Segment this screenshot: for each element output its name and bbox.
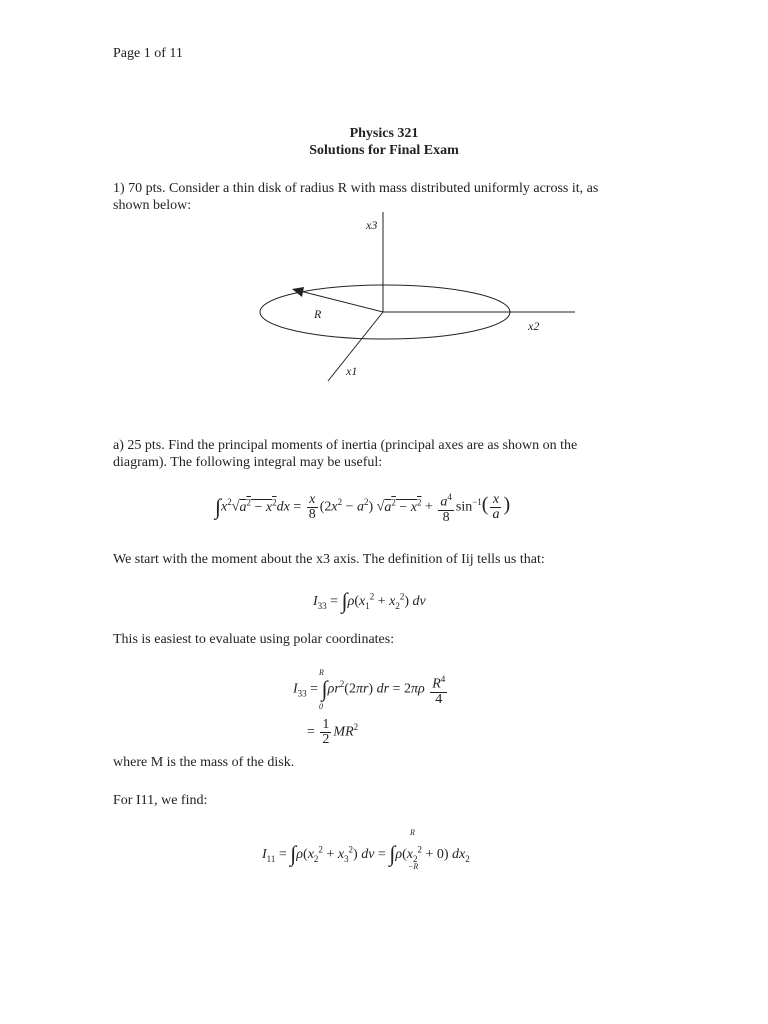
document-subtitle: Solutions for Final Exam	[309, 143, 459, 158]
i33-polar: $I_{33} = \int\rho r^2(2\pi r)$ dr = 2πρ $\frac{R^4}{4}$ R 0	[293, 668, 446, 711]
i11-formula: $I_{11} = \int\rho(x_2^2 + x_3^2)$ dv = $\int\rho(x_2^2 + 0)$ $dx_2$ R −R	[262, 828, 470, 871]
label-R: R	[314, 307, 322, 321]
label-x3: x3	[366, 218, 378, 232]
document-title: Physics 321	[349, 126, 419, 141]
part-a-text: a) 25 pts. Find the principal moments of inertia (principal axes are as shown on the diagram). The following integral may be useful:	[113, 438, 578, 470]
mass-text: where M is the mass of the disk.	[113, 755, 295, 770]
label-x1: x1	[346, 364, 358, 378]
disk-diagram	[240, 205, 580, 385]
x3-axis-text: We start with the moment about the x3 axis. The definition of Iij tells us that:	[113, 552, 545, 567]
problem-1-text: 1) 70 pts. Consider a thin disk of radius R with mass distributed uniformly across it, as shown below:	[113, 181, 599, 213]
i33-result: = $\frac{1}{2}$ $MR^2$	[307, 717, 359, 747]
i11-text: For I11, we find:	[113, 793, 208, 808]
radius-arrowhead	[292, 287, 304, 297]
polar-text: This is easiest to evaluate using polar coordinates:	[113, 632, 395, 647]
integral-formula: $\int x^2√a^2 - x^2dx$ = $\frac{x}{8}$ $(2x^2 - a^2) √a^2 - x^2$ + $\frac{a^4}{8}$ $\sin^{-1}$( $\frac{x}{a}$ )	[215, 491, 511, 525]
page-number: Page 1 of 11	[113, 46, 183, 61]
radius-line	[300, 291, 383, 312]
label-x2: x2	[528, 319, 540, 333]
i33-definition: $I_{33} = \int\rho(x_1^2 + x_2^2)$ dv	[313, 588, 426, 613]
